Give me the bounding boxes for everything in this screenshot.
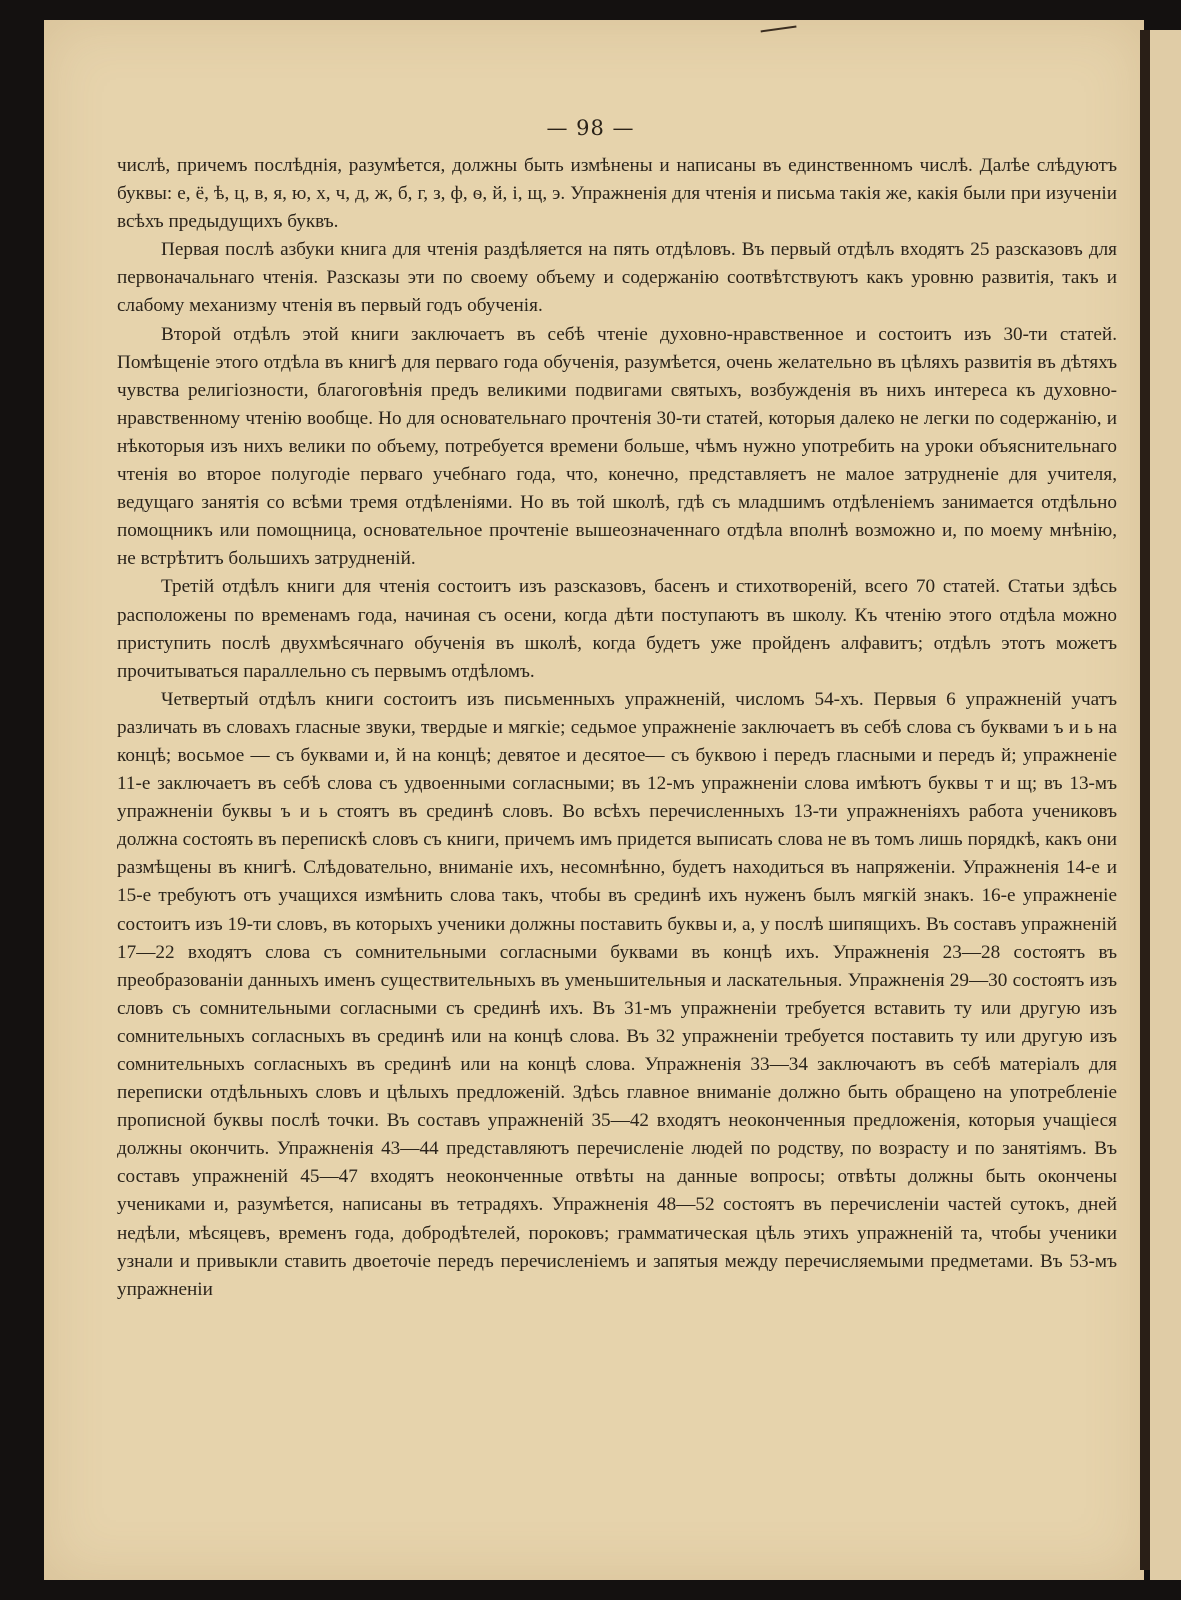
paragraph: числѣ, причемъ послѣднія, разумѣется, должны быть измѣнены и написаны въ единственномъ числѣ. Далѣе слѣдуютъ буквы: е, ё, ѣ, ц, в, я, ю, х, ч, д, ж, б, г, з, ф, ѳ, й, і, щ, э. Упражненія для чтенія и письма такія же, какія были при изученіи всѣхъ предыдущихъ буквъ. [117, 155, 1117, 233]
adjacent-page-edge [1150, 30, 1181, 1580]
paragraph: Четвертый отдѣлъ книги состоитъ изъ письменныхъ упражненій, числомъ 54-хъ. Первыя 6 упражненій учатъ различать въ словахъ гласные звуки, твердые и мягкіе; седьмое упражненіе заключаетъ въ себѣ слова съ буквами ъ и ь на концѣ; восьмое — съ буквами и, й на концѣ; девятое и десятое— съ буквою і передъ гласными и передъ й; упражненіе 11-е заключаетъ въ себѣ слова съ удвоенными согласными; въ 12-мъ упражненіи слова имѣютъ буквы т и щ; въ 13-мъ упражненіи буквы ъ и ь стоятъ въ срединѣ словъ. Во всѣхъ перечисленныхъ 13-ти упражненіяхъ работа учениковъ должна состоять въ перепискѣ словъ съ книги, причемъ имъ придется выписать слова не въ томъ лишь порядкѣ, какъ они размѣщены въ книгѣ. Слѣдовательно, вниманіе ихъ, несомнѣнно, будетъ находиться въ напряженіи. Упражненія 14-е и 15-е требуютъ отъ учащихся измѣнить слова такъ, чтобы въ срединѣ ихъ нуженъ былъ мягкій знакъ. 16-е упражненіе состоитъ изъ 19-ти словъ, въ которыхъ ученики должны поставить буквы и, а, у послѣ шипящихъ. Въ составъ упражненій 17—22 входятъ слова съ сомнительными согласными буквами въ концѣ ихъ. Упражненія 23—28 состоятъ въ преобразованіи данныхъ именъ существительныхъ въ уменьшительныя и ласкательныя. Упражненія 29—30 состоятъ изъ словъ съ сомнительными согласными съ срединѣ ихъ. Въ 31-мъ упражненіи требуется вставить ту или другую изъ сомнительныхъ согласныхъ въ срединѣ или на концѣ слова. Въ 32 упражненіи требуется поставить ту или другую изъ сомнительныхъ согласныхъ въ срединѣ или на концѣ слова. Упражненія 33—34 заключаютъ въ себѣ матеріалъ для переписки отдѣльныхъ словъ и цѣлыхъ предложеній. Здѣсь главное вниманіе должно быть обращено на употребленіе прописной буквы послѣ точки. Въ составъ упражненій 35—42 входятъ неоконченныя предложенія, которыя учащіеся должны окончить. Упражненія 43—44 представляютъ перечисленіе людей по родству, по возрасту и по занятіямъ. Въ составъ упражненій 45—47 входятъ неоконченные отвѣты на данные вопросы; отвѣты должны быть окончены учениками и, разумѣется, написаны въ тетрадяхъ. Упражненія 48—52 состоятъ въ перечисленіи частей сутокъ, дней недѣли, мѣсяцевъ, временъ года, добродѣтелей, пороковъ; грамматическая цѣль этихъ упражненій та, чтобы ученики узнали и привыкли ставить двоеточіе передъ перечисленіемъ и запятыя между перечисляемыми предметами. Въ 53-мъ упражненіи [117, 688, 1117, 1300]
book-gutter [1140, 30, 1150, 1570]
paragraph: Третій отдѣлъ книги для чтенія состоитъ изъ разсказовъ, басенъ и стихотвореній, всего 70 статей. Статьи здѣсь расположены по временамъ года, начиная съ осени, когда дѣти поступаютъ въ школу. Къ чтенію этого отдѣла можно приступить послѣ двухмѣсячнаго обученія въ школѣ, когда будетъ уже пройденъ алфавитъ; отдѣлъ этотъ можетъ прочитываться параллельно съ первымъ отдѣломъ. [117, 576, 1117, 682]
body-text [117, 152, 1117, 1304]
page-number: — 98 — [546, 116, 635, 140]
paragraph: Второй отдѣлъ этой книги заключаетъ въ себѣ чтеніе духовно-нравственное и состоитъ изъ 30-ти статей. Помѣщеніе этого отдѣла въ книгѣ для перваго года обученія, разумѣется, очень желательно въ цѣляхъ развитія въ дѣтяхъ чувства религіозности, благоговѣнія предъ великими подвигами святыхъ, возбужденія въ нихъ интереса къ духовно-нравственному чтенію вообще. Но для основательнаго прочтенія 30-ти статей, которыя далеко не легки по содержанію, и нѣкоторыя изъ нихъ велики по объему, потребуется времени больше, чѣмъ нужно употребить на уроки объяснительнаго чтенія во второе полугодіе перваго учебнаго года, что, конечно, представляетъ не малое затрудненіе для учителя, ведущаго занятія со всѣми тремя отдѣленіями. Но въ той школѣ, гдѣ съ младшимъ отдѣленіемъ занимается отдѣльно помощникъ или помощница, основательное прочтеніе вышеозначеннаго отдѣла вполнѣ возможно и, по моему мнѣнію, не встрѣтитъ большихъ затрудненій. [117, 323, 1117, 570]
paragraph: Первая послѣ азбуки книга для чтенія раздѣляется на пять отдѣловъ. Въ первый отдѣлъ входятъ 25 разсказовъ для первоначальнаго чтенія. Разсказы эти по своему объему и содержанію соотвѣтствуютъ какъ уровню развитія, такъ и слабому механизму чтенія въ первый годъ обученія. [117, 239, 1117, 317]
